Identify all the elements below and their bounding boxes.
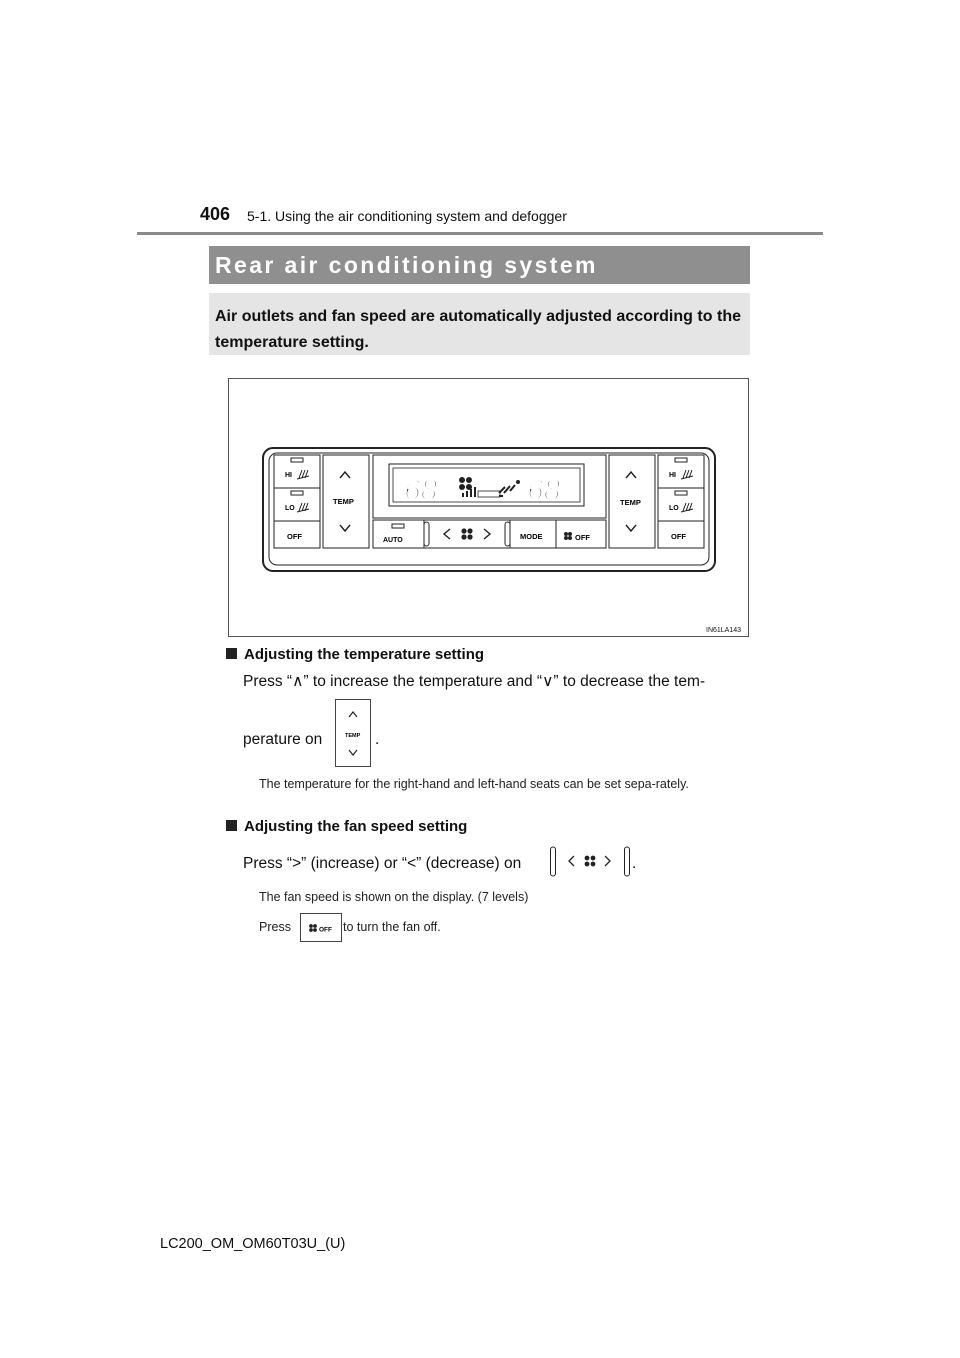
header-divider	[137, 232, 823, 235]
svg-text:TEMP: TEMP	[345, 733, 361, 739]
right-temp-rocker	[609, 455, 655, 548]
summary-text: Air outlets and fan speed are automatically adjusted according to the temperature setting.	[215, 308, 741, 351]
fan-heading: Adjusting the fan speed setting	[226, 818, 467, 835]
left-temperature-readout: 68	[404, 474, 438, 507]
auto-label: AUTO	[383, 537, 403, 544]
center-lower-buttons	[373, 520, 606, 548]
rear-climate-panel-illustration	[229, 379, 750, 638]
svg-text:OFF: OFF	[319, 926, 332, 934]
left-temp-label: TEMP	[333, 497, 354, 506]
figure-code: IN61LA143	[706, 627, 742, 634]
fan-off-key-inline	[300, 913, 342, 942]
fan-note-levels: The fan speed is shown on the display. (7 levels)	[259, 890, 529, 904]
left-hi-label: HI	[285, 472, 292, 479]
fan-note-off-suffix: to turn the fan off.	[343, 920, 441, 934]
lcd-display	[373, 455, 606, 518]
temp-key-inline	[335, 699, 371, 767]
right-seat-heater-buttons	[658, 455, 704, 548]
control-panel-figure	[228, 378, 749, 637]
temperature-instruction-end: .	[375, 731, 380, 748]
fan-off-label: OFF	[575, 533, 590, 542]
mode-label: MODE	[520, 532, 543, 541]
right-lo-label: LO	[669, 505, 679, 512]
right-hi-label: HI	[669, 472, 676, 479]
temperature-heading: Adjusting the temperature setting	[226, 646, 484, 663]
fan-instruction-end: .	[632, 855, 637, 872]
fan-note-off-prefix: Press	[259, 920, 291, 934]
fan-instruction: Press “>” (increase) or “<” (decrease) on	[243, 855, 522, 872]
temperature-instruction: Press “∧” to increase the temperature and “∨” to decrease the tem-	[243, 673, 706, 690]
fan-off-key-icon	[300, 913, 342, 942]
temperature-note: The temperature for the right-hand and left-hand seats can be set sepa-rately.	[259, 777, 689, 791]
temperature-instruction-cont: perature on	[243, 731, 323, 748]
fan-speed-key-inline	[550, 845, 630, 878]
right-off-label: OFF	[671, 532, 686, 541]
square-bullet-icon	[226, 820, 237, 831]
document-code: LC200_OM_OM60T03U_(U)	[160, 1236, 346, 1252]
left-seat-heater-buttons	[274, 455, 320, 548]
left-lo-label: LO	[285, 505, 295, 512]
temp-key-icon	[336, 700, 370, 766]
chapter-heading: 5-1. Using the air conditioning system and defogger	[247, 208, 567, 224]
fan-speed-key-icon	[550, 845, 630, 878]
page-number: 406	[200, 204, 231, 224]
right-temp-label: TEMP	[620, 498, 641, 507]
right-temperature-readout: 68	[527, 474, 561, 507]
left-temp-rocker	[323, 455, 369, 548]
section-title: Rear air conditioning system	[215, 252, 598, 278]
left-off-label: OFF	[287, 532, 302, 541]
square-bullet-icon	[226, 648, 237, 659]
